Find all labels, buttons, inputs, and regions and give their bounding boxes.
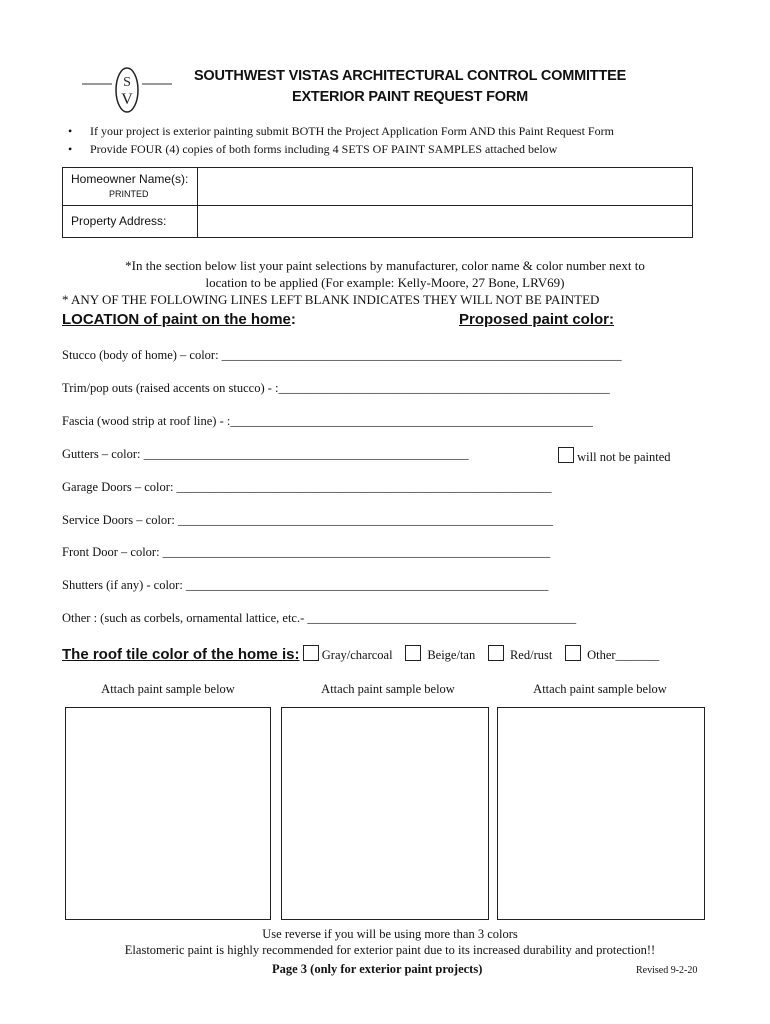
property-address-label: Property Address: [63,206,198,238]
form-title-line2: EXTERIOR PAINT REQUEST FORM [291,89,528,105]
roof-other-checkbox[interactable] [565,645,581,661]
front-door-color-field[interactable]: Front Door – color: ______________________________________________________________ [62,545,551,559]
svg-text:S: S [123,75,131,90]
roof-red-checkbox[interactable] [488,645,504,661]
elastomeric-note: Elastomeric paint is highly recommended for exterior paint due to its increased durability and protection!! [124,943,656,957]
instruction-line1: *In the section below list your paint selections by manufacturer, color name & color number next to [125,258,645,273]
location-header: LOCATION of paint on the home: [62,311,296,328]
blank-lines-notice: * ANY OF THE FOLLOWING LINES LEFT BLANK INDICATES THEY WILL NOT BE PAINTED [62,292,600,307]
proposed-color-header: Proposed paint color: [459,311,615,328]
fascia-color-field[interactable]: Fascia (wood strip at roof line) - :__________________________________________________________ [62,414,593,428]
attach-label-3: Attach paint sample below [533,682,667,696]
stucco-color-field[interactable]: Stucco (body of home) – color: ________________________________________________________________ [62,348,622,362]
attach-label-1: Attach paint sample below [101,682,235,696]
page-number: Page 3 (only for exterior paint projects) [272,962,483,976]
bullet-item: • Provide FOUR (4) copies of both forms including 4 SETS OF PAINT SAMPLES attached below [68,142,558,156]
paint-sample-box-1[interactable] [65,707,271,920]
homeowner-name-field[interactable] [198,168,693,206]
gutters-not-painted-checkbox[interactable] [558,447,574,463]
trim-color-field[interactable]: Trim/pop outs (raised accents on stucco) - :_____________________________________________________ [62,381,610,395]
property-address-field[interactable] [198,206,693,238]
reverse-note: Use reverse if you will be using more than 3 colors [262,927,518,941]
roof-tile-label: The roof tile color of the home is: [62,646,300,663]
shutters-color-field[interactable]: Shutters (if any) - color: __________________________________________________________ [62,578,549,592]
homeowner-info-table [62,167,693,238]
homeowner-name-label: Homeowner Name(s): PRINTED [63,168,198,206]
paint-sample-box-3[interactable] [497,707,705,920]
paint-sample-box-2[interactable] [281,707,489,920]
roof-tile-color-row: The roof tile color of the home is: Gray/charcoal Beige/tan Red/rust Other_______ [62,646,660,663]
committee-logo [82,66,172,118]
revision-date: Revised 9-2-20 [636,965,698,976]
roof-beige-checkbox[interactable] [405,645,421,661]
other-color-field[interactable]: Other : (such as corbels, ornamental lattice, etc.- ___________________________________________ [62,611,577,625]
gutters-color-field[interactable]: Gutters – color: ____________________________________________________ [62,447,469,461]
service-doors-color-field[interactable]: Service Doors – color: ____________________________________________________________ [62,513,553,527]
instruction-line2: location to be applied (For example: Kelly-Moore, 27 Bone, LRV69) [205,275,565,290]
form-title-line1: SOUTHWEST VISTAS ARCHITECTURAL CONTROL COMMITTEE [193,68,627,84]
roof-gray-checkbox[interactable] [303,645,319,661]
garage-doors-color-field[interactable]: Garage Doors – color: ____________________________________________________________ [62,480,552,494]
attach-label-2: Attach paint sample below [321,682,455,696]
gutters-not-painted-option[interactable]: will not be painted [558,447,671,465]
bullet-item: • If your project is exterior painting submit BOTH the Project Application Form AND this Paint Request Form [68,124,614,138]
svg-text:V: V [121,91,133,108]
instruction-bullets [68,124,614,160]
